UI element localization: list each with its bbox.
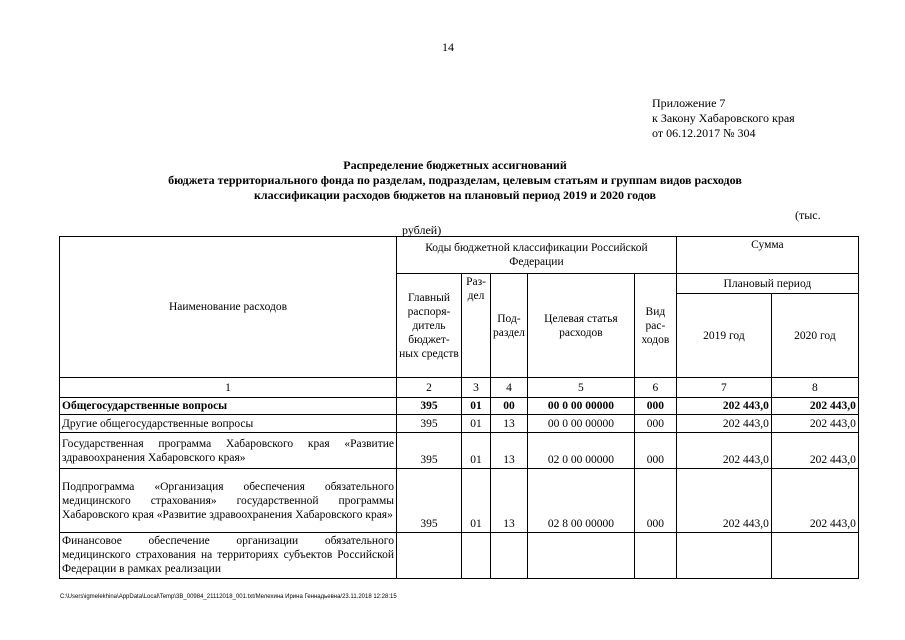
row-grbs: 395: [397, 398, 462, 415]
row-subsection: 00: [491, 398, 528, 415]
header-year-2020: 2020 год: [771, 294, 858, 378]
units-label-cont: рублей): [402, 223, 442, 237]
header-sum: Сумма: [676, 237, 858, 274]
row-grbs: [397, 533, 462, 579]
table-row: [60, 415, 859, 433]
row-sum-2020: 202 443,0: [771, 433, 858, 469]
title-line: бюджета территориального фонда по разделам, подразделам, целевым статьям и группам видов расходов: [168, 173, 742, 187]
column-number: 5: [527, 378, 634, 398]
header-subsection: Под-раздел: [491, 274, 528, 378]
row-target-item: 02 0 00 00000: [527, 433, 634, 469]
row-subsection: 13: [491, 469, 528, 533]
row-expense-type: 000: [634, 469, 676, 533]
table-row: [60, 469, 859, 533]
row-target-item: 02 8 00 00000: [527, 469, 634, 533]
row-grbs: 395: [397, 433, 462, 469]
row-subsection: 13: [491, 433, 528, 469]
row-section: 01: [462, 469, 491, 533]
document-title: [60, 158, 850, 203]
page-number: 14: [442, 40, 454, 54]
row-name: Общегосударственные вопросы: [60, 398, 397, 415]
column-number: 7: [676, 378, 771, 398]
appendix-line: от 06.12.2017 № 304: [652, 126, 756, 140]
row-target-item: 00 0 00 00000: [527, 415, 634, 433]
row-name: Государственная программа Хабаровского края «Развитие здравоохранения Хабаровского края»: [60, 433, 397, 469]
column-number: 2: [397, 378, 462, 398]
header-main-manager: Главный распоря-дитель бюджет-ных средств: [397, 274, 462, 378]
header-row: [60, 237, 859, 274]
column-number: 3: [462, 378, 491, 398]
row-sum-2019: 202 443,0: [676, 415, 771, 433]
row-section: 01: [462, 433, 491, 469]
header-target-item: Целевая статья расходов: [527, 274, 634, 378]
row-sum-2019: 202 443,0: [676, 398, 771, 415]
header-expense-type: Вид рас-ходов: [634, 274, 676, 378]
column-number: 6: [634, 378, 676, 398]
row-section: [462, 533, 491, 579]
appendix-line: Приложение 7: [652, 96, 726, 110]
budget-table: [59, 236, 859, 579]
appendix-block: [652, 96, 795, 141]
row-sum-2019: 202 443,0: [676, 433, 771, 469]
column-number: 1: [60, 378, 397, 398]
table-row: [60, 533, 859, 579]
units-label: (тыс.: [795, 208, 821, 222]
row-section: 01: [462, 398, 491, 415]
row-sum-2020: 202 443,0: [771, 398, 858, 415]
row-expense-type: 000: [634, 398, 676, 415]
appendix-line: к Закону Хабаровского края: [652, 111, 795, 125]
header-year-2019: 2019 год: [676, 294, 771, 378]
row-name: Финансовое обеспечение организации обязательного медицинского страхования на территориях субъектов Российской Федерации в рамках реализации: [60, 533, 397, 579]
row-sum-2019: 202 443,0: [676, 469, 771, 533]
row-target-item: [527, 533, 634, 579]
column-numbers-row: [60, 378, 859, 398]
title-line: Распределение бюджетных ассигнований: [343, 158, 567, 172]
table-row: [60, 433, 859, 469]
header-section: Раз-дел: [462, 274, 491, 378]
header-name: Наименование расходов: [60, 237, 397, 378]
column-number: 8: [771, 378, 858, 398]
row-grbs: 395: [397, 415, 462, 433]
row-target-item: 00 0 00 00000: [527, 398, 634, 415]
row-sum-2020: 202 443,0: [771, 415, 858, 433]
row-expense-type: 000: [634, 433, 676, 469]
row-subsection: [491, 533, 528, 579]
row-expense-type: [634, 533, 676, 579]
title-line: классификации расходов бюджетов на плановый период 2019 и 2020 годов: [254, 188, 656, 202]
column-number: 4: [491, 378, 528, 398]
row-name: Другие общегосударственные вопросы: [60, 415, 397, 433]
table-row: [60, 398, 859, 415]
header-planned-period: Плановый период: [676, 274, 858, 294]
row-name: Подпрограмма «Организация обеспечения обязательного медицинского страхования» государственной программы Хабаровского края «Развитие здравоохранения Хабаровского края»: [60, 469, 397, 533]
row-subsection: 13: [491, 415, 528, 433]
row-grbs: 395: [397, 469, 462, 533]
header-codes: Коды бюджетной классификации Российской Федерации: [397, 237, 677, 274]
footer-file-path: C:\Users\igmelekhina\AppData\Local\Temp\3B_00984_21112018_001.txt/Мелехина Ирина Геннадьевна/23.11.2018 12:28:15: [60, 594, 397, 600]
row-sum-2020: [771, 533, 858, 579]
row-section: 01: [462, 415, 491, 433]
row-expense-type: 000: [634, 415, 676, 433]
row-sum-2019: [676, 533, 771, 579]
row-sum-2020: 202 443,0: [771, 469, 858, 533]
